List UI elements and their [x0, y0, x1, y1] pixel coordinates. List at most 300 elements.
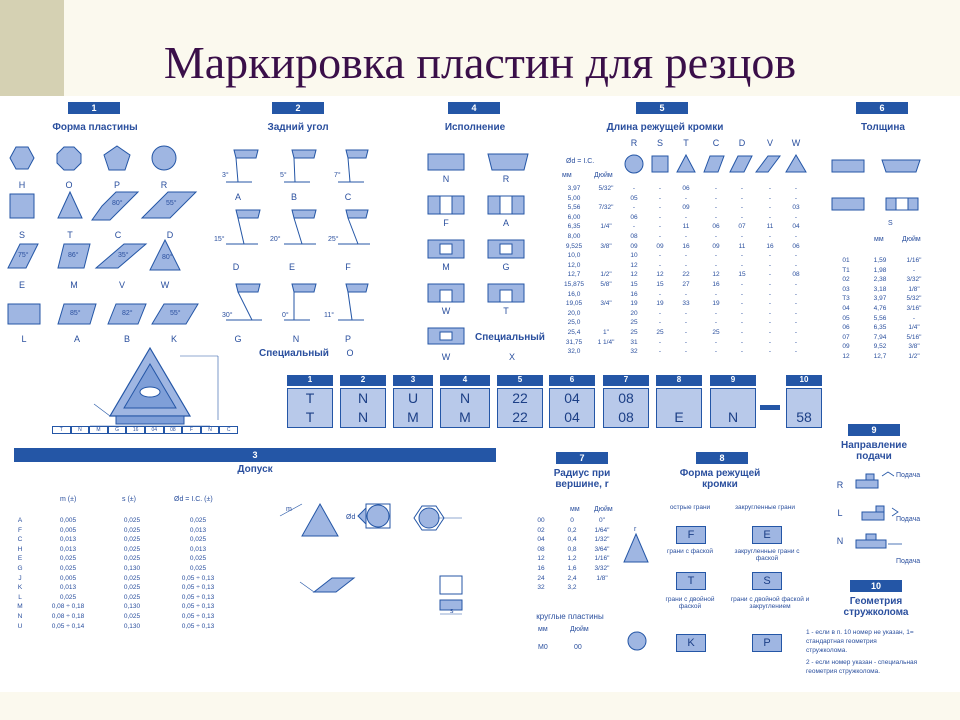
- ruler-cell: G: [108, 426, 127, 434]
- angle-label-g: 30°: [222, 312, 233, 319]
- round-insert-icon: [626, 630, 648, 652]
- table-cell: 12,7: [567, 271, 581, 279]
- table-cell: 1/2": [600, 271, 612, 279]
- section-1-number: 1: [68, 102, 120, 114]
- section-4-caption: Исполнение: [444, 122, 506, 133]
- shape-label-h: H: [18, 180, 26, 190]
- code-num-3: 3: [393, 375, 433, 386]
- table-cell: N: [17, 612, 23, 620]
- s6-s-label: S: [888, 220, 893, 227]
- code-value-top: 22: [512, 390, 528, 406]
- shape-label-r: R: [160, 180, 168, 190]
- table-cell: -: [658, 309, 662, 317]
- angle-label-e: 20°: [270, 236, 281, 243]
- table-cell: 0,005: [59, 526, 77, 534]
- section-3-caption: Допуск: [237, 464, 273, 475]
- angle-label-c: 80°: [112, 200, 123, 207]
- table-cell: 3,2: [567, 584, 577, 592]
- table-cell: -: [768, 338, 772, 346]
- table-cell: 32: [537, 584, 545, 592]
- table-cell: -: [684, 328, 688, 336]
- table-cell: 0,013: [59, 536, 77, 544]
- s5-letter-c: C: [712, 138, 720, 148]
- table-cell: 06: [712, 223, 720, 231]
- s5-mm-column: [560, 184, 588, 357]
- s6-inch-column: [898, 256, 930, 362]
- s5-letter-s: S: [656, 138, 663, 148]
- table-cell: -: [794, 309, 798, 317]
- table-cell: [590, 261, 622, 271]
- s5-letter-d: D: [738, 138, 746, 148]
- table-cell: -: [714, 338, 718, 346]
- table-cell: -: [658, 204, 662, 212]
- clearance-letter-p: P: [344, 334, 351, 344]
- triangle-shape-icon: [58, 192, 82, 218]
- section-7-caption: Радиус при вершине, r: [553, 468, 611, 490]
- table-cell: -: [684, 261, 688, 269]
- table-cell: 3/32": [906, 276, 922, 284]
- s3-ic-column: [168, 516, 228, 631]
- s7-mm-column: [560, 516, 584, 593]
- table-cell: C: [17, 536, 23, 544]
- table-cell: -: [658, 223, 662, 231]
- table-cell: -: [768, 232, 772, 240]
- shape-label-m: M: [70, 280, 78, 290]
- table-cell: -: [684, 348, 688, 356]
- table-cell: 09: [656, 242, 664, 250]
- s3-header-ic: Ød = I.C. (±): [174, 496, 213, 503]
- angle-label-d: 55°: [166, 200, 177, 207]
- round-shape-icon: [152, 146, 176, 170]
- table-cell: [590, 347, 622, 357]
- code-cell-7: [603, 388, 649, 428]
- s3-letter-column: [14, 516, 26, 631]
- table-cell: 0,025: [123, 593, 141, 601]
- table-cell: 0,025: [123, 574, 141, 582]
- table-cell: 5,00: [567, 194, 581, 202]
- table-cell: [588, 583, 616, 593]
- table-cell: 33: [682, 300, 690, 308]
- table-cell: 6,00: [567, 213, 581, 221]
- table-cell: -: [740, 252, 744, 260]
- table-cell: 11: [682, 223, 690, 231]
- table-cell: 0,05 ÷ 0,13: [181, 612, 215, 620]
- table-cell: 7/32": [598, 204, 614, 212]
- table-cell: 0: [570, 517, 574, 524]
- angle-label-n: 0°: [282, 312, 289, 319]
- table-cell: 05: [630, 194, 638, 202]
- table-cell: 0,025: [123, 555, 141, 563]
- table-cell: -: [740, 213, 744, 221]
- table-cell: 09: [712, 242, 720, 250]
- table-cell: 0,025: [59, 593, 77, 601]
- section-7-number: 7: [556, 452, 608, 464]
- code-value-top: T: [305, 390, 315, 406]
- table-cell: 0,013: [59, 545, 77, 553]
- code-value-bottom: 08: [618, 409, 634, 425]
- code-cell-9: [710, 388, 756, 428]
- table-cell: -: [768, 309, 772, 317]
- table-cell: -: [768, 271, 772, 279]
- table-cell: [590, 232, 622, 242]
- table-cell: 12: [656, 271, 664, 279]
- table-cell: -: [740, 348, 744, 356]
- table-cell: F: [18, 526, 22, 534]
- table-cell: -: [768, 261, 772, 269]
- table-cell: -: [632, 185, 636, 192]
- clearance-letter-c: C: [344, 192, 352, 202]
- table-cell: 01: [842, 257, 850, 264]
- shape-label-l: L: [21, 334, 27, 344]
- table-cell: 02: [842, 276, 850, 284]
- table-cell: 16,0: [567, 290, 581, 298]
- table-cell: 12: [630, 261, 638, 269]
- code-value-bottom: T: [305, 409, 315, 425]
- table-cell: 04: [842, 304, 850, 312]
- table-cell: 04: [792, 223, 800, 231]
- execution-letter-t: T: [503, 306, 509, 316]
- table-cell: 19: [656, 300, 664, 308]
- table-cell: 19: [630, 300, 638, 308]
- table-cell: 25: [630, 319, 638, 327]
- table-cell: [590, 213, 622, 223]
- table-cell: 25: [630, 328, 638, 336]
- table-cell: 10,0: [567, 252, 581, 260]
- table-cell: J: [18, 574, 22, 582]
- angle-label-b: 5°: [280, 172, 287, 179]
- s5-mm-label: мм: [562, 172, 572, 179]
- code-cell-5: [497, 388, 543, 428]
- table-cell: 16: [630, 290, 638, 298]
- edge-box-t: [676, 572, 706, 590]
- table-cell: -: [912, 314, 916, 322]
- s6-inch-label: Дюйм: [902, 236, 921, 243]
- clearance-letter-b: B: [290, 192, 297, 202]
- table-cell: 5/16": [906, 333, 922, 341]
- s5-inch-label: Дюйм: [594, 172, 613, 179]
- execution-letter-a: A: [502, 218, 509, 228]
- ruler-cell: 08: [164, 426, 183, 434]
- angle-label-a: 85°: [70, 310, 81, 317]
- table-cell: 0,130: [123, 603, 141, 611]
- table-cell: 10: [630, 252, 638, 260]
- feed-label-r: Подача: [896, 472, 921, 479]
- code-cell-10: [786, 388, 822, 428]
- table-cell: -: [658, 232, 662, 240]
- table-cell: 11: [738, 242, 746, 250]
- table-cell: 16: [712, 280, 720, 288]
- shape-label-p: P: [113, 180, 120, 190]
- table-cell: 5/32": [598, 185, 614, 192]
- table-cell: -: [740, 261, 744, 269]
- table-cell: E: [17, 555, 23, 563]
- execution-special-label: Специальный: [475, 332, 545, 343]
- table-cell: 20,0: [567, 309, 581, 317]
- table-cell: 07: [738, 223, 746, 231]
- s7-round-caption: круглые пластины: [536, 612, 604, 621]
- table-cell: 05: [842, 314, 850, 322]
- code-value-bottom: E: [674, 409, 684, 425]
- table-cell: 25,4: [567, 328, 581, 336]
- table-cell: 20: [630, 309, 638, 317]
- table-cell: -: [658, 213, 662, 221]
- table-cell: -: [768, 194, 772, 202]
- table-cell: 09: [842, 343, 850, 351]
- code-separator-dash: [760, 405, 780, 410]
- table-cell: -: [768, 204, 772, 212]
- table-cell: 6,35: [873, 324, 887, 332]
- table-cell: [590, 309, 622, 319]
- table-cell: -: [794, 261, 798, 269]
- table-cell: 32,0: [567, 348, 581, 356]
- s6-mm-column: [866, 256, 894, 362]
- table-cell: 11: [766, 223, 774, 231]
- code-num-10: 10: [786, 375, 822, 386]
- table-cell: 0,013: [189, 526, 207, 534]
- table-cell: 04: [537, 536, 545, 544]
- shape-label-d: D: [166, 230, 174, 240]
- table-cell: 06: [842, 324, 850, 332]
- table-cell: -: [794, 290, 798, 298]
- execution-letter-r: R: [502, 174, 510, 184]
- table-cell: 19,05: [565, 300, 583, 308]
- s5-s-column: [650, 184, 670, 357]
- code-cell-1: [287, 388, 333, 428]
- table-cell: 09: [682, 204, 690, 212]
- table-cell: 0,025: [59, 564, 77, 572]
- table-cell: 0,025: [189, 564, 207, 572]
- pentagon-shape-icon: [104, 146, 130, 170]
- table-cell: -: [794, 252, 798, 260]
- table-cell: -: [740, 309, 744, 317]
- s7-round-mm: M0: [538, 644, 548, 651]
- edge-label-p: грани с двойной фаской и закруглением: [730, 596, 810, 610]
- code-num-4: 4: [440, 375, 490, 386]
- execution-letter-x: X: [508, 352, 515, 362]
- code-value-top: N: [459, 390, 471, 406]
- table-cell: -: [658, 338, 662, 346]
- table-cell: [590, 318, 622, 328]
- edge-box-p: [752, 634, 782, 652]
- code-value-top: 08: [618, 390, 634, 406]
- table-cell: G: [17, 564, 23, 572]
- shape-label-s: S: [18, 230, 25, 240]
- table-cell: 24: [537, 574, 545, 582]
- code-num-5: 5: [497, 375, 543, 386]
- angle-label-w: 80°: [162, 254, 173, 261]
- table-cell: -: [794, 348, 798, 356]
- code-num-7: 7: [603, 375, 649, 386]
- s5-v-column: [760, 184, 780, 357]
- table-cell: 25: [656, 328, 664, 336]
- edge-label-s: закругленные грани с фаской: [734, 548, 800, 562]
- clearance-letter-d: D: [232, 262, 240, 272]
- table-cell: -: [714, 232, 718, 240]
- table-cell: 08: [630, 232, 638, 240]
- angle-label-d: 15°: [214, 236, 225, 243]
- s5-ic-label: Ød = I.C.: [566, 158, 595, 165]
- table-cell: 3/16": [906, 304, 922, 312]
- table-cell: -: [714, 204, 718, 212]
- table-cell: 16: [682, 242, 690, 250]
- execution-letter-n: N: [442, 174, 450, 184]
- table-cell: 1,2: [567, 555, 577, 563]
- table-cell: U: [17, 622, 23, 630]
- table-cell: 0,05 ÷ 0,13: [181, 622, 215, 630]
- shape-label-v: V: [118, 280, 125, 290]
- s5-c-column: [706, 184, 726, 357]
- table-cell: -: [768, 213, 772, 221]
- angle-label-a: 3°: [222, 172, 229, 179]
- section-6-caption: Толщина: [861, 122, 905, 133]
- code-value-top: 04: [564, 390, 580, 406]
- clearance-letter-n: N: [292, 334, 300, 344]
- table-cell: -: [794, 213, 798, 221]
- table-cell: [590, 194, 622, 204]
- table-cell: 3,97: [873, 295, 887, 303]
- table-cell: 0,025: [123, 526, 141, 534]
- angle-label-v: 35°: [118, 252, 129, 259]
- table-cell: -: [684, 338, 688, 346]
- table-cell: 0,025: [189, 517, 207, 524]
- angle-label-p: 11°: [324, 312, 335, 319]
- table-cell: 3,97: [567, 185, 581, 192]
- code-num-8: 8: [656, 375, 702, 386]
- code-num-9: 9: [710, 375, 756, 386]
- table-cell: 0,005: [59, 574, 77, 582]
- feed-direction-icons: [852, 468, 912, 558]
- s5-inch-column: [590, 184, 622, 357]
- table-cell: 3,18: [873, 285, 887, 293]
- edge-box-k: [676, 634, 706, 652]
- clearance-letter-o: O: [346, 348, 354, 358]
- table-cell: -: [684, 194, 688, 202]
- edge-letter: P: [763, 637, 771, 649]
- hexagon-shape-icon: [10, 147, 34, 169]
- table-cell: 0,130: [123, 622, 141, 630]
- feed-label-l: Подача: [896, 516, 921, 523]
- rectangle-shape-icon: [8, 304, 40, 324]
- edge-label-k: грани с двойной фаской: [665, 596, 715, 610]
- table-cell: -: [658, 252, 662, 260]
- table-cell: -: [740, 338, 744, 346]
- table-cell: 06: [630, 213, 638, 221]
- table-cell: 0,025: [123, 536, 141, 544]
- table-cell: 1/4": [600, 223, 612, 231]
- table-cell: 0,8: [567, 545, 577, 553]
- table-cell: 7,94: [873, 333, 887, 341]
- table-cell: -: [740, 319, 744, 327]
- table-cell: 3/8": [600, 242, 612, 250]
- chipbreaker-note-1: 1 - если в п. 10 номер не указан, 1= стандартная геометрия стружколома.: [806, 629, 914, 654]
- section-9-number: 9: [848, 424, 900, 436]
- table-cell: -: [794, 319, 798, 327]
- section-2-number: 2: [272, 102, 324, 114]
- table-cell: 3/4": [600, 300, 612, 308]
- table-cell: 0,05 ÷ 0,13: [181, 584, 215, 592]
- table-cell: 25,0: [567, 319, 581, 327]
- table-cell: -: [740, 290, 744, 298]
- table-cell: -: [794, 328, 798, 336]
- table-cell: -: [740, 194, 744, 202]
- table-cell: -: [912, 266, 916, 274]
- table-cell: 0,4: [567, 536, 577, 544]
- table-cell: -: [684, 213, 688, 221]
- table-cell: 0,025: [189, 536, 207, 544]
- section-8-caption: Форма режущей кромки: [679, 468, 761, 490]
- edge-letter: K: [687, 637, 695, 649]
- table-cell: 03: [842, 285, 850, 293]
- ruler-cell: T: [52, 426, 71, 434]
- table-cell: 0,08 ÷ 0,18: [51, 612, 85, 620]
- octagon-shape-icon: [57, 147, 81, 170]
- section-5-caption: Длина режущей кромки: [606, 122, 724, 133]
- table-cell: K: [17, 584, 23, 592]
- section-3-number: 3: [14, 448, 496, 462]
- code-value-top: U: [407, 390, 419, 406]
- s3-m-column: [46, 516, 90, 631]
- section-6-number: 6: [856, 102, 908, 114]
- s6-code-column: [836, 256, 856, 362]
- s5-letter-v: V: [766, 138, 773, 148]
- table-cell: 15,875: [564, 280, 584, 288]
- table-cell: 09: [630, 242, 638, 250]
- ruler-cell: 16: [126, 426, 145, 434]
- table-cell: 9,525: [565, 242, 583, 250]
- table-cell: -: [714, 185, 718, 192]
- table-cell: -: [658, 319, 662, 327]
- code-value-bottom: N: [727, 409, 739, 425]
- table-cell: 3/8": [908, 343, 920, 351]
- table-cell: -: [794, 194, 798, 202]
- s7-round-inch-label: Дюйм: [570, 626, 589, 633]
- section-9-caption: Направление подачи: [840, 440, 908, 462]
- table-cell: -: [740, 185, 744, 192]
- clearance-letter-g: G: [234, 334, 242, 344]
- angle-label-c: 7°: [334, 172, 341, 179]
- table-cell: 1,59: [873, 257, 887, 264]
- table-cell: -: [658, 185, 662, 192]
- code-value-bottom: 04: [564, 409, 580, 425]
- table-cell: 00: [537, 517, 545, 524]
- table-cell: 0,025: [123, 584, 141, 592]
- s3-symbol-d: Ød: [346, 514, 356, 521]
- ruler-cell: N: [201, 426, 220, 434]
- table-cell: 32: [630, 348, 638, 356]
- table-cell: 0,025: [123, 545, 141, 553]
- ruler-cell: 04: [145, 426, 164, 434]
- table-cell: -: [684, 252, 688, 260]
- execution-letter-w2: W: [441, 352, 451, 362]
- clearance-angle-diagrams: [222, 144, 372, 344]
- table-cell: 0,05 ÷ 0,13: [181, 603, 215, 611]
- edge-label-e: закругленные грани: [735, 504, 795, 511]
- angle-label-b: 82°: [122, 310, 133, 317]
- table-cell: 1/2": [908, 352, 920, 360]
- table-cell: -: [794, 338, 798, 346]
- s6-mm-label: мм: [874, 236, 884, 243]
- section-4-number: 4: [448, 102, 500, 114]
- table-cell: -: [632, 223, 636, 231]
- angle-label-e: 75°: [18, 252, 29, 259]
- table-cell: 0": [599, 517, 605, 524]
- ruler-cell: N: [71, 426, 90, 434]
- table-cell: 02: [537, 526, 545, 534]
- table-cell: -: [768, 252, 772, 260]
- edge-letter: E: [763, 529, 771, 541]
- table-cell: 1/8": [596, 574, 608, 582]
- table-cell: 4,76: [873, 304, 887, 312]
